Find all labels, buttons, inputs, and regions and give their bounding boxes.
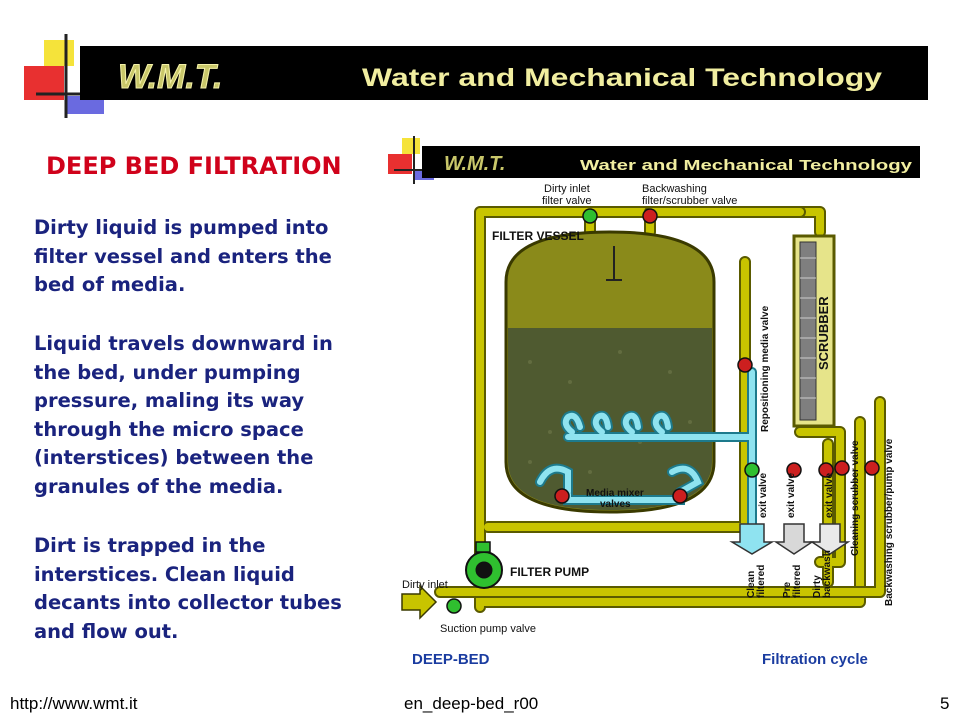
paragraph-line: Liquid travels downward in (34, 332, 333, 355)
paragraph-line: decants into collector tubes (34, 591, 342, 614)
scrubber-label: SCRUBBER (816, 296, 831, 370)
dirty-inlet-valve (583, 209, 597, 223)
suction-pump-valve-label: Suction pump valve (440, 623, 536, 635)
paragraph-line: Dirty liquid is pumped into (34, 216, 329, 239)
backwashing-scrubber-pump-valve (865, 461, 879, 475)
outlet-pre-label: Pre filtered (782, 564, 803, 598)
diagram-logo: W.M.T. (444, 153, 506, 175)
exit-valve-label-1: exit valve (758, 472, 769, 518)
paragraph-line: filter vessel and enters the (34, 244, 332, 268)
cleaning-scrubber-label: Cleaning scrubber valve (850, 440, 861, 556)
paragraph-line: granules of the media. (34, 474, 284, 498)
repositioning-valve (738, 358, 752, 372)
paragraph-line: bed of media. (34, 273, 186, 296)
deep-bed-caption: DEEP-BED (412, 651, 490, 668)
repositioning-label: Repositioning media valve (760, 305, 771, 432)
outlet-clean-label: Clean filtered (746, 564, 767, 598)
deep-bed-diagram (380, 132, 920, 672)
cleaning-scrubber-valve (835, 461, 849, 475)
outlet-dirty-label: Dirty backwash (812, 550, 833, 598)
backwashing-valve (643, 209, 657, 223)
decor-yellow-square (44, 40, 74, 66)
paragraph-line: (interstices) between the (34, 446, 314, 469)
decor-yellow-square (402, 138, 420, 154)
paragraph-line: pressure, maling its way (34, 389, 305, 412)
paragraph-3 (34, 532, 364, 646)
backwashing-valve-label: Backwashing filter/scrubber valve (642, 183, 738, 207)
filtration-cycle-caption: Filtration cycle (762, 651, 868, 668)
media-mixer-valve-left (555, 489, 569, 503)
header-company-name: Water and Mechanical Technology (362, 64, 883, 92)
paragraph-line: Dirt is trapped in the (34, 534, 266, 557)
footer-url: http://www.wmt.it (10, 694, 138, 713)
paragraph-line: the bed, under pumping (34, 360, 301, 384)
header-banner (0, 0, 960, 130)
dirty-inlet-label: Dirty inlet (402, 579, 448, 591)
media-mixer-label: Media mixer valves (586, 488, 644, 510)
filter-vessel-label: FILTER VESSEL (492, 229, 584, 243)
paragraph-1 (34, 214, 364, 300)
paragraph-line: through the micro space (34, 417, 304, 441)
footer-page-number: 5 (940, 694, 950, 713)
backwashing-pump-label: Backwashing scrubber/pump valve (884, 438, 895, 606)
paragraph-line: and flow out. (34, 619, 179, 643)
paragraph-line: interstices. Clean liquid (34, 562, 295, 586)
exit-valve-label-2: exit valve (786, 472, 797, 518)
dirty-inlet-valve-label: Dirty inlet filter valve (542, 183, 592, 207)
media-mixer-valve-right (673, 489, 687, 503)
footer-document-id: en_deep-bed_r00 (404, 694, 539, 713)
filter-pump-label: FILTER PUMP (510, 565, 590, 579)
exit-valve-label-3: exit valve (824, 472, 835, 518)
exit-valve-clean (745, 463, 759, 477)
header-logo: W.M.T. (118, 58, 223, 96)
diagram-company-name: Water and Mechanical Technology (580, 157, 913, 174)
slide-title: DEEP BED FILTRATION (46, 152, 342, 180)
suction-pump-valve (447, 599, 461, 613)
paragraph-2 (34, 330, 364, 501)
